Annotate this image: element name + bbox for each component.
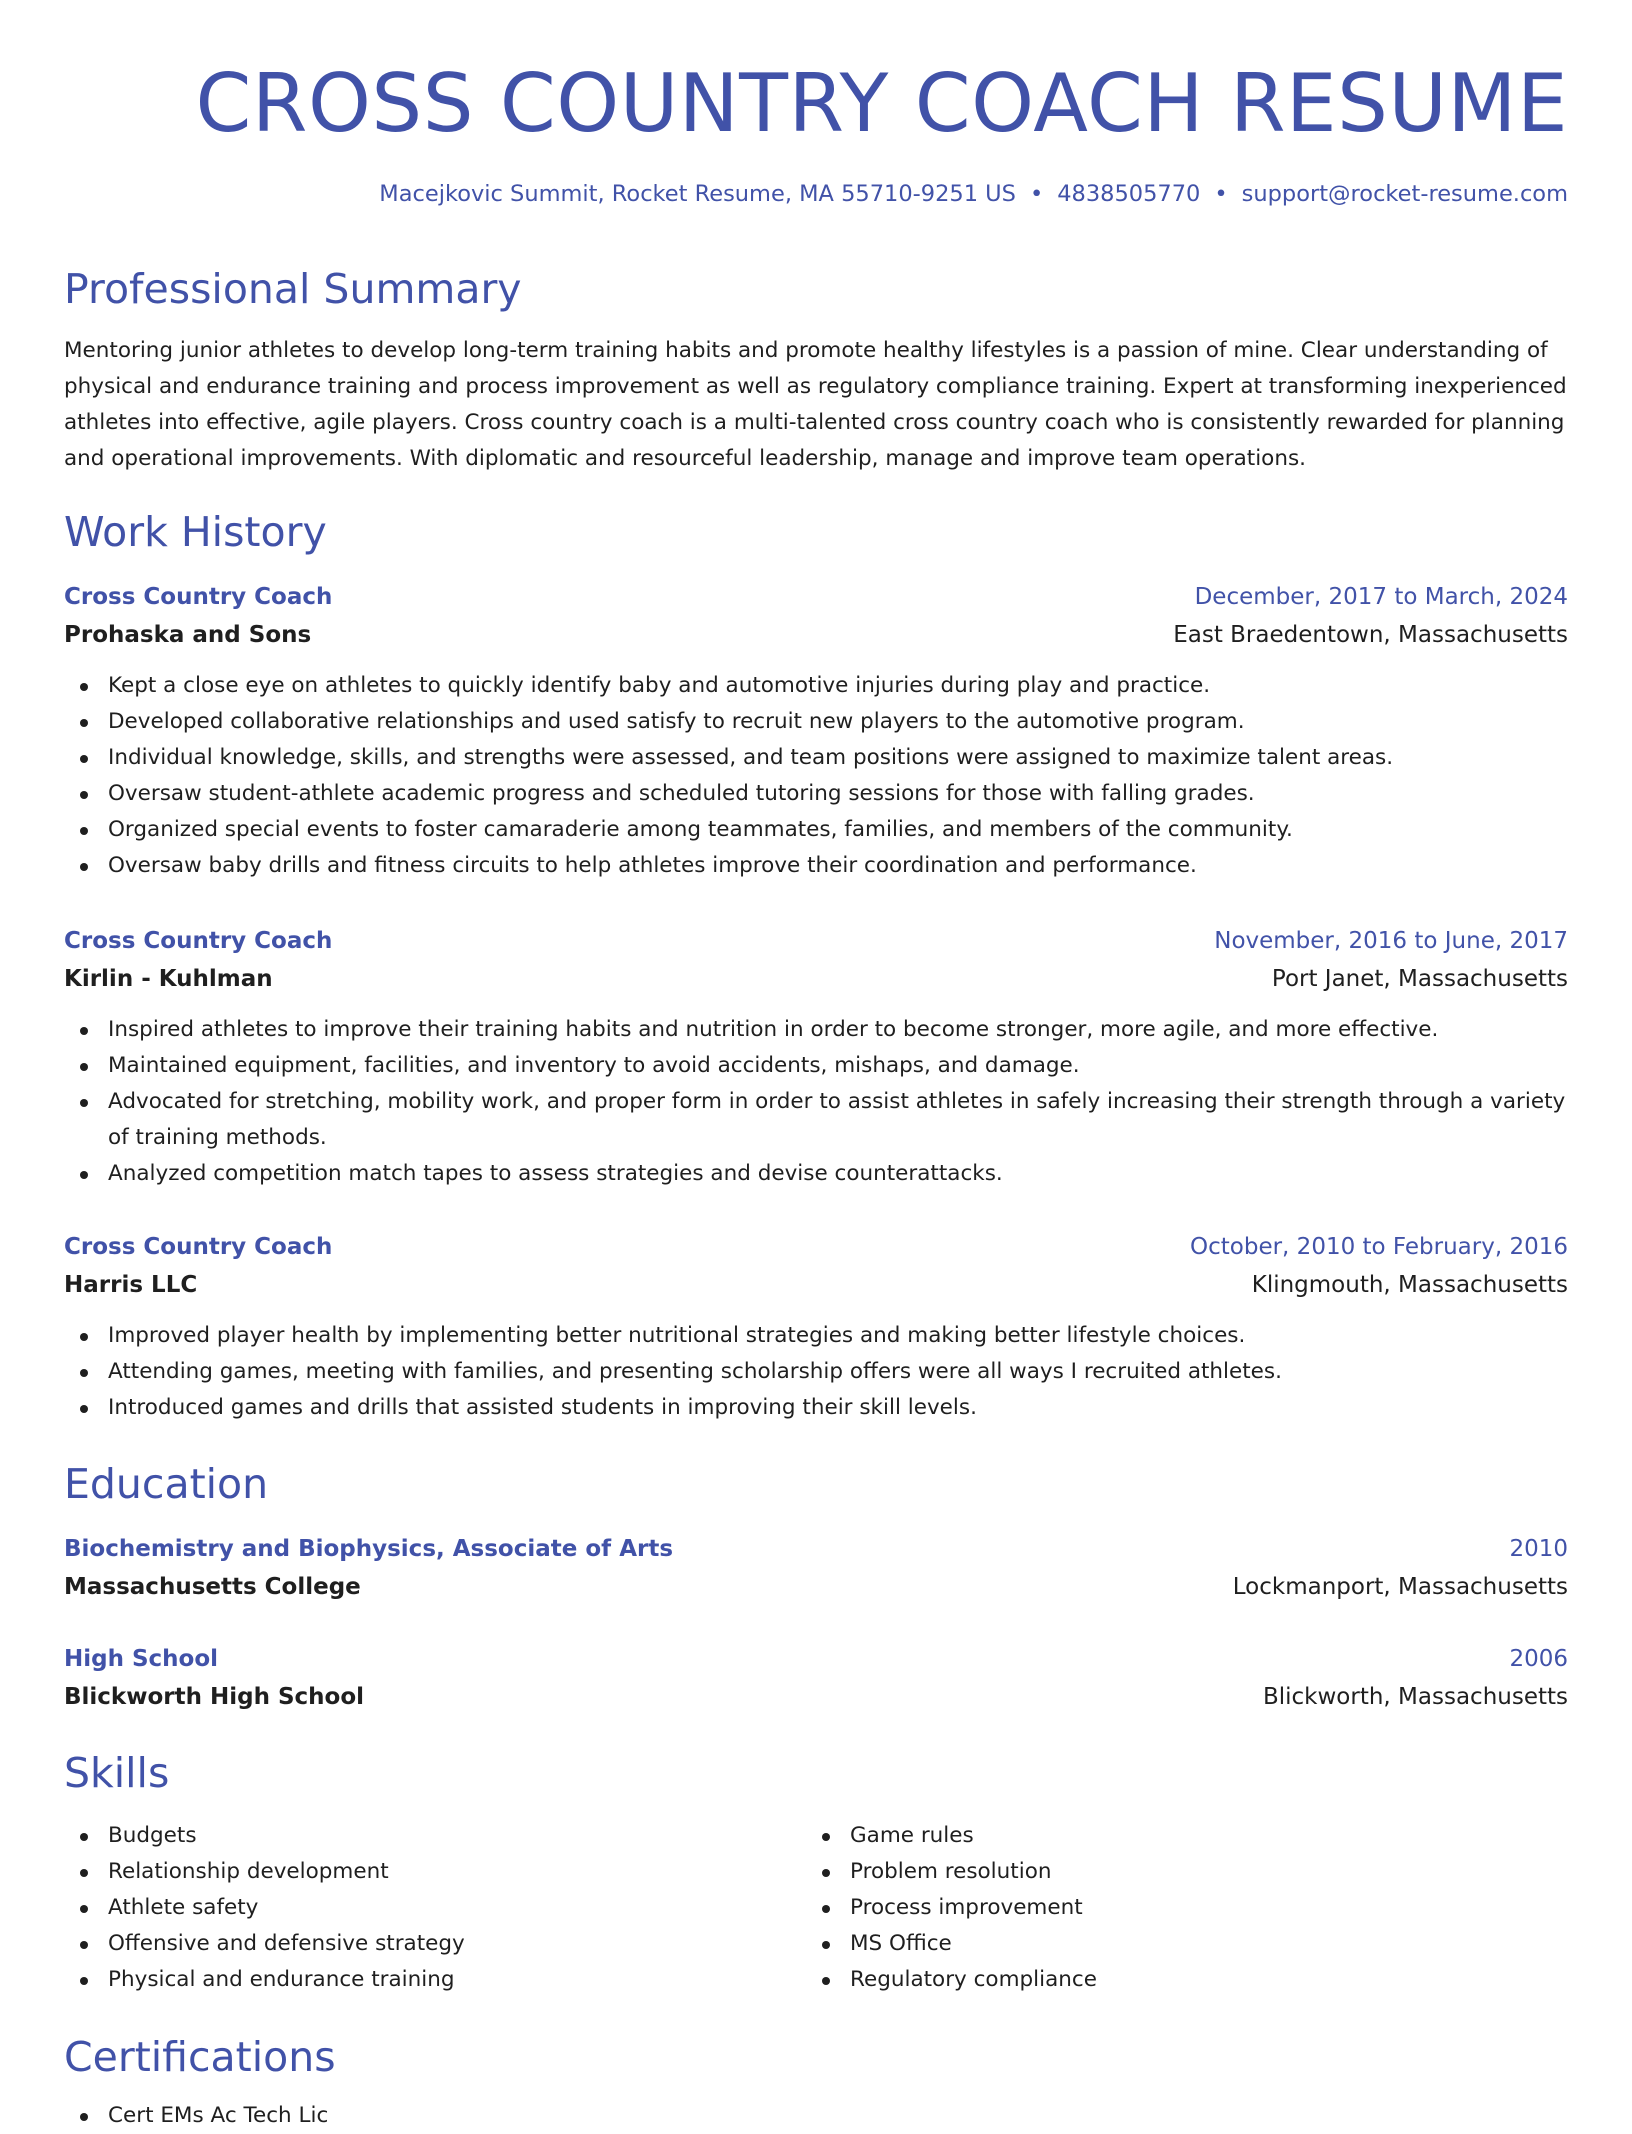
skills-list-left (64, 1818, 804, 1998)
education-location: Lockmanport, Massachusetts (1232, 1574, 1568, 1600)
resume-page (64, 0, 1568, 2128)
job-title: Cross Country Coach (64, 1234, 333, 1260)
job-company: Harris LLC (64, 1272, 198, 1298)
skill-item: Problem resolution (806, 1854, 1546, 1890)
summary-text: Mentoring junior athletes to develop long-term training habits and promote healthy lifestyles is a passion of mine. Clear understanding of physical and endurance training and process improvement as well as regulatory compliance training. Expert at transforming inexperienced athletes into effective, agile players. Cross country coach is a multi-talented cross country coach who is consistently rewarded for planning and operational improvements. With diplomatic and resourceful leadership, manage and improve team operations. (64, 338, 1567, 471)
job-location: Klingmouth, Massachusetts (1251, 1272, 1568, 1298)
contact-phone: 4838505770 (1057, 181, 1201, 207)
education-entry (64, 1640, 1568, 1716)
skill-item: Offensive and defensive strategy (64, 1926, 804, 1962)
job-dates: October, 2010 to February, 2016 (1190, 1234, 1568, 1260)
job-bullet: Oversaw baby drills and fitness circuits to help athletes improve their coordination and performance. (64, 848, 1568, 884)
job-entry (64, 1228, 1568, 1426)
contact-line (379, 179, 1568, 209)
skill-item: Regulatory compliance (806, 1962, 1546, 1998)
contact-email: support@rocket-resume.com (1241, 181, 1568, 207)
job-bullet: Inspired athletes to improve their training habits and nutrition in order to become stronger, more agile, and more effective. (64, 1012, 1568, 1048)
resume-title: CROSS COUNTRY COACH RESUME (195, 57, 1568, 150)
job-dates: December, 2017 to March, 2024 (1194, 584, 1568, 610)
skill-item: MS Office (806, 1926, 1546, 1962)
work-history-heading: Work History (64, 508, 327, 556)
contact-separator: • (1214, 181, 1228, 207)
job-bullet: Oversaw student-athlete academic progress and scheduled tutoring sessions for those with falling grades. (64, 776, 1568, 812)
skill-item: Relationship development (64, 1854, 804, 1890)
skill-item: Process improvement (806, 1890, 1546, 1926)
certifications-heading: Certifications (64, 2033, 336, 2081)
job-company: Prohaska and Sons (64, 622, 312, 648)
education-location: Blickworth, Massachusetts (1262, 1684, 1568, 1710)
job-bullet: Maintained equipment, facilities, and inventory to avoid accidents, mishaps, and damage. (64, 1048, 1568, 1084)
skill-item: Athlete safety (64, 1890, 804, 1926)
job-title: Cross Country Coach (64, 928, 333, 954)
job-bullets (64, 668, 1568, 884)
job-title: Cross Country Coach (64, 584, 333, 610)
job-entry (64, 922, 1568, 1192)
education-year: 2006 (1509, 1646, 1568, 1672)
contact-address: Macejkovic Summit, Rocket Resume, MA 55710-9251 US (379, 181, 1016, 207)
job-bullet: Introduced games and drills that assisted students in improving their skill levels. (64, 1390, 1568, 1426)
certifications-list (64, 2098, 1568, 2134)
skill-item: Budgets (64, 1818, 804, 1854)
job-bullet: Attending games, meeting with families, and presenting scholarship offers were all ways I recruited athletes. (64, 1354, 1568, 1390)
job-company: Kirlin - Kuhlman (64, 966, 273, 992)
job-bullet: Kept a close eye on athletes to quickly identify baby and automotive injuries during play and practice. (64, 668, 1568, 704)
job-dates: November, 2016 to June, 2017 (1214, 928, 1568, 954)
education-entry (64, 1530, 1568, 1606)
education-degree: High School (64, 1646, 219, 1672)
job-bullets (64, 1318, 1568, 1426)
education-degree: Biochemistry and Biophysics, Associate of Arts (64, 1536, 674, 1562)
education-school: Massachusetts College (64, 1574, 361, 1600)
education-school: Blickworth High School (64, 1684, 365, 1710)
education-heading: Education (64, 1460, 269, 1508)
certification-item: Cert EMs Ac Tech Lic (64, 2098, 1568, 2134)
job-entry (64, 578, 1568, 884)
education-year: 2010 (1509, 1536, 1568, 1562)
job-bullet: Developed collaborative relationships and used satisfy to recruit new players to the automotive program. (64, 704, 1568, 740)
job-bullet: Analyzed competition match tapes to assess strategies and devise counterattacks. (64, 1156, 1568, 1192)
skills-heading: Skills (64, 1749, 170, 1797)
skill-item: Physical and endurance training (64, 1962, 804, 1998)
job-location: East Braedentown, Massachusetts (1173, 622, 1568, 648)
summary-heading: Professional Summary (64, 265, 522, 313)
job-bullet: Organized special events to foster camaraderie among teammates, families, and members of the community. (64, 812, 1568, 848)
job-location: Port Janet, Massachusetts (1271, 966, 1568, 992)
job-bullet: Individual knowledge, skills, and strengths were assessed, and team positions were assigned to maximize talent areas. (64, 740, 1568, 776)
job-bullets (64, 1012, 1568, 1192)
job-bullet: Advocated for stretching, mobility work, and proper form in order to assist athletes in safely increasing their strength through a variety of training methods. (64, 1084, 1568, 1156)
job-bullet: Improved player health by implementing better nutritional strategies and making better lifestyle choices. (64, 1318, 1568, 1354)
skills-list-right (806, 1818, 1546, 1998)
skill-item: Game rules (806, 1818, 1546, 1854)
contact-separator: • (1029, 181, 1044, 207)
